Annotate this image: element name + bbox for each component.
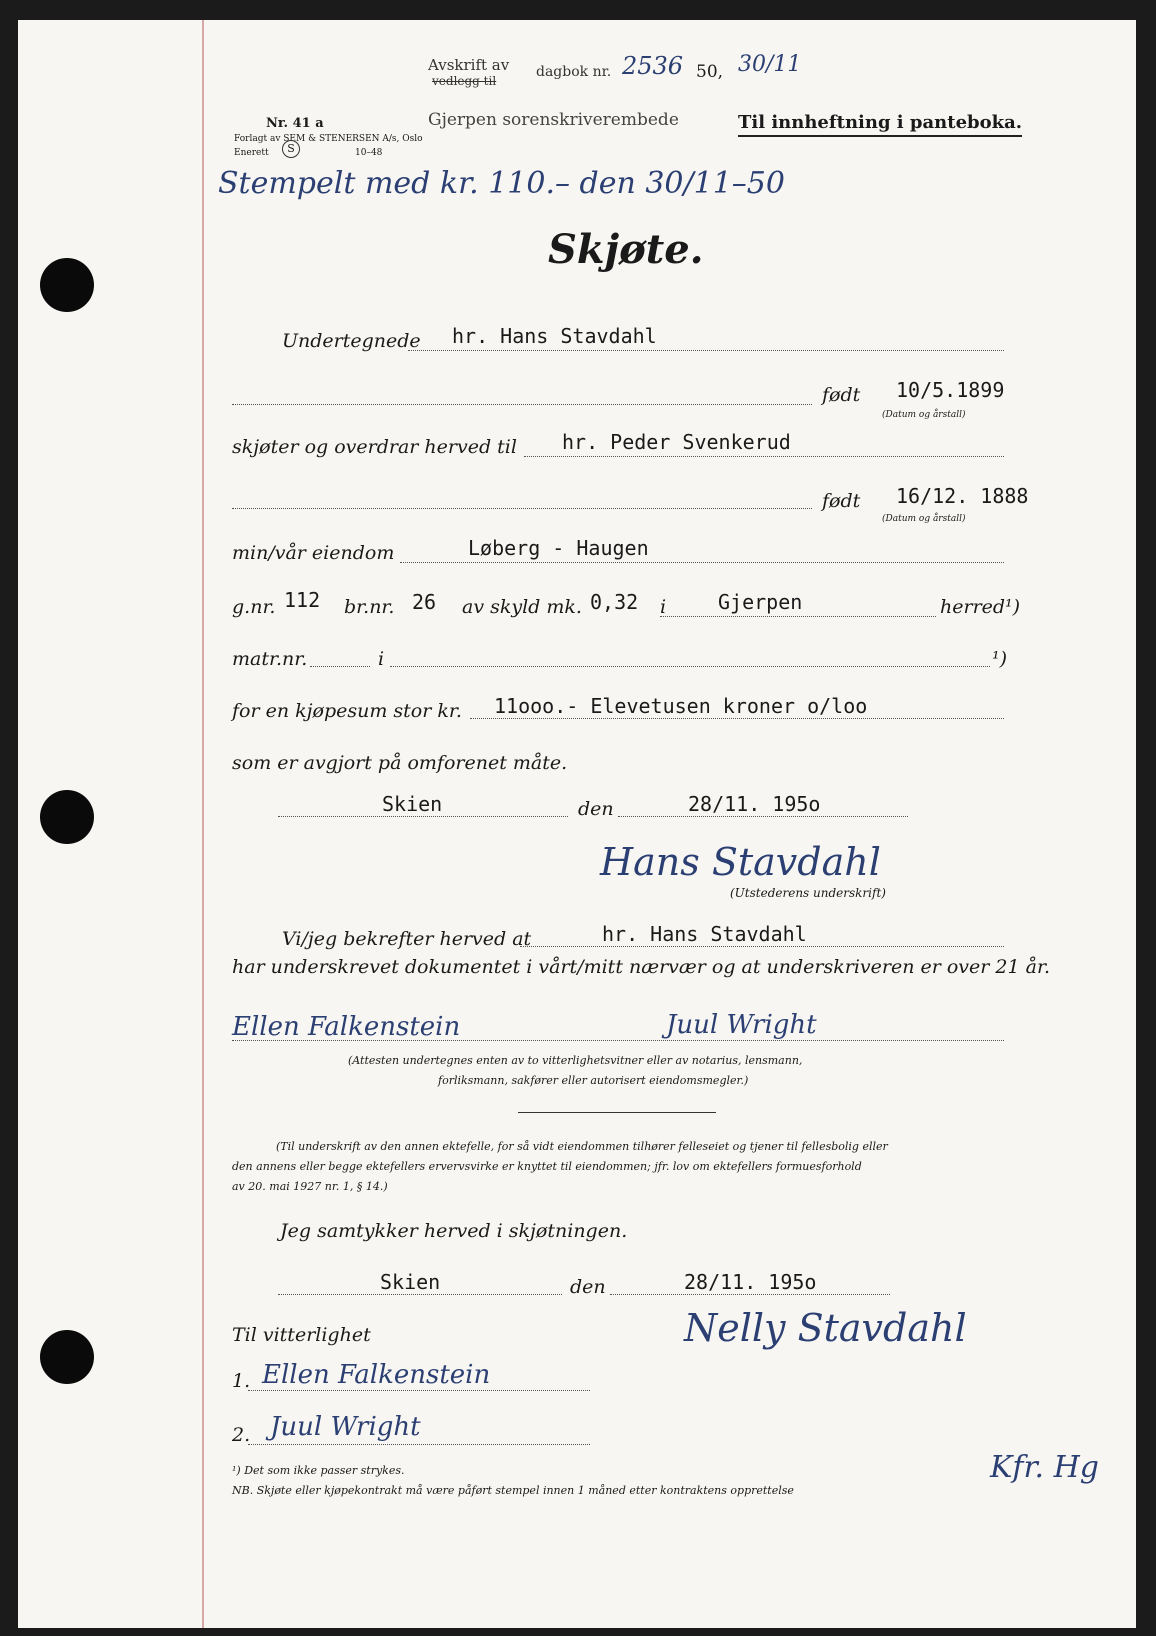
datum-hint: (Datum og årstall) <box>882 410 966 420</box>
signature1: Hans Stavdahl <box>600 840 881 884</box>
stamp-note: Stempelt med kr. 110.– den 30/11–50 <box>218 166 785 201</box>
dotted-line <box>408 350 1004 351</box>
gnr-label: g.nr. <box>232 596 276 618</box>
date2: 28/11. 195o <box>684 1270 817 1294</box>
fodt-label: født <box>822 384 861 406</box>
matr-label: matr.nr. <box>232 648 308 670</box>
brnr-label: br.nr. <box>344 596 395 618</box>
datum-hint: (Datum og årstall) <box>882 514 966 524</box>
dotted-line <box>232 508 812 509</box>
kjopesum-value: 11ooo.- Elevetusen kroner o/loo <box>494 694 868 718</box>
publisher: Forlagt av SEM & STENERSEN A/s, Oslo <box>234 134 423 144</box>
attest-note1: (Attesten undertegnes enten av to vitterlighetsvitner eller av notarius, lensmann, <box>348 1054 803 1067</box>
dotted-line <box>248 1390 590 1391</box>
consent-signature: Nelly Stavdahl <box>684 1306 967 1350</box>
journal-number: 2536 <box>622 52 684 80</box>
dotted-line <box>310 666 370 667</box>
dotted-line <box>232 1040 1004 1041</box>
stamp-avskrift: Avskrift av <box>428 56 510 74</box>
punch-hole <box>40 1330 94 1384</box>
form-number: Nr. 41 a <box>266 116 324 131</box>
stamp-dagbok: dagbok nr. <box>536 64 612 80</box>
dotted-line <box>278 1294 562 1295</box>
attest-note2: forliksmann, sakfører eller autorisert eiendomsmegler.) <box>438 1074 749 1087</box>
dotted-line <box>470 718 1004 719</box>
matr-i: i <box>378 648 385 670</box>
fodt2-value: 16/12. 1888 <box>896 484 1029 508</box>
page-title: Skjøte. <box>548 226 704 273</box>
dotted-line <box>400 562 1004 563</box>
dotted-line <box>248 1444 590 1445</box>
vi-value: hr. Hans Stavdahl <box>602 922 807 946</box>
den-label: den <box>570 1276 606 1298</box>
undertegnede-value: hr. Hans Stavdahl <box>452 324 657 348</box>
avgjort-text: som er avgjort på omforenet måte. <box>232 752 568 774</box>
punch-hole <box>40 258 94 312</box>
den-label: den <box>578 798 614 820</box>
spouse-note3: av 20. mai 1927 nr. 1, § 14.) <box>232 1180 388 1193</box>
journal-year: 50, <box>696 62 724 82</box>
utsteder-hint: (Utstederens underskrift) <box>730 886 886 900</box>
fodt1-value: 10/5.1899 <box>896 378 1005 402</box>
skjoter-value: hr. Peder Svenkerud <box>562 430 791 454</box>
witness-sig1: Ellen Falkenstein <box>232 1012 461 1042</box>
dotted-line <box>660 616 936 617</box>
brnr-value: 26 <box>412 590 437 614</box>
journal-date: 30/11 <box>738 52 802 77</box>
place1: Skien <box>382 792 443 816</box>
herred-value: Gjerpen <box>718 590 803 614</box>
punch-hole <box>40 790 94 844</box>
skyld-label: av skyld mk. <box>462 596 582 618</box>
dotted-line <box>610 1294 890 1295</box>
footnote2: NB. Skjøte eller kjøpekontrakt må være påført stempel innen 1 måned etter kontraktens opprettelse <box>232 1484 794 1497</box>
gnr-value: 112 <box>284 588 321 612</box>
w1-num: 1. <box>232 1370 251 1392</box>
min-label: min/vår eiendom <box>232 542 395 564</box>
samtykker-text: Jeg samtykker herved i skjøtningen. <box>280 1220 628 1242</box>
w2-signature: Juul Wright <box>270 1412 421 1442</box>
kjopesum-label: for en kjøpesum stor kr. <box>232 700 462 722</box>
publisher-logo: S <box>282 140 300 158</box>
i-label: i <box>660 596 667 618</box>
undertegnede-label: Undertegnede <box>282 330 421 352</box>
til-innheftning: Til innheftning i panteboka. <box>738 112 1022 137</box>
spouse-note1: (Til underskrift av den annen ektefelle, for så vidt eiendommen tilhører felleseiet og tjener til fellesbolig eller <box>276 1140 888 1153</box>
skyld-value: 0,32 <box>590 590 639 614</box>
publisher-date: 10–48 <box>355 148 383 158</box>
publisher-rights: Enerett <box>234 148 269 158</box>
stamp-vedlegg: vedlegg til <box>432 74 497 88</box>
herred-label: herred¹) <box>940 596 1021 618</box>
vi-label: Vi/jeg bekrefter herved at <box>282 928 532 950</box>
dotted-line <box>390 666 990 667</box>
har-text: har underskrevet dokumentet i vårt/mitt nærvær og at underskriveren er over 21 år. <box>232 956 1050 978</box>
w2-num: 2. <box>232 1424 251 1446</box>
dotted-line <box>618 816 908 817</box>
matr-end: ¹) <box>992 648 1008 670</box>
date1: 28/11. 195o <box>688 792 821 816</box>
dotted-line <box>520 946 1004 947</box>
place2: Skien <box>380 1270 441 1294</box>
stamp-office: Gjerpen sorenskriverembede <box>428 110 679 130</box>
initials: Kfr. Hg <box>990 1450 1099 1485</box>
min-value: Løberg - Haugen <box>468 536 649 560</box>
margin-line <box>202 20 204 1628</box>
dotted-line <box>524 456 1004 457</box>
dotted-line <box>232 404 812 405</box>
divider <box>518 1112 716 1113</box>
skjoter-label: skjøter og overdrar herved til <box>232 436 517 458</box>
spouse-note2: den annens eller begge ektefellers ervervsvirke er knyttet til eiendommen; jfr. lov om ektefellers formuesforhold <box>232 1160 862 1173</box>
dotted-line <box>278 816 568 817</box>
witness-sig2: Juul Wright <box>666 1010 817 1040</box>
fodt-label: født <box>822 490 861 512</box>
w1-signature: Ellen Falkenstein <box>262 1360 491 1390</box>
footnote1: ¹) Det som ikke passer strykes. <box>232 1464 405 1477</box>
til-vitterlighet: Til vitterlighet <box>232 1324 371 1346</box>
